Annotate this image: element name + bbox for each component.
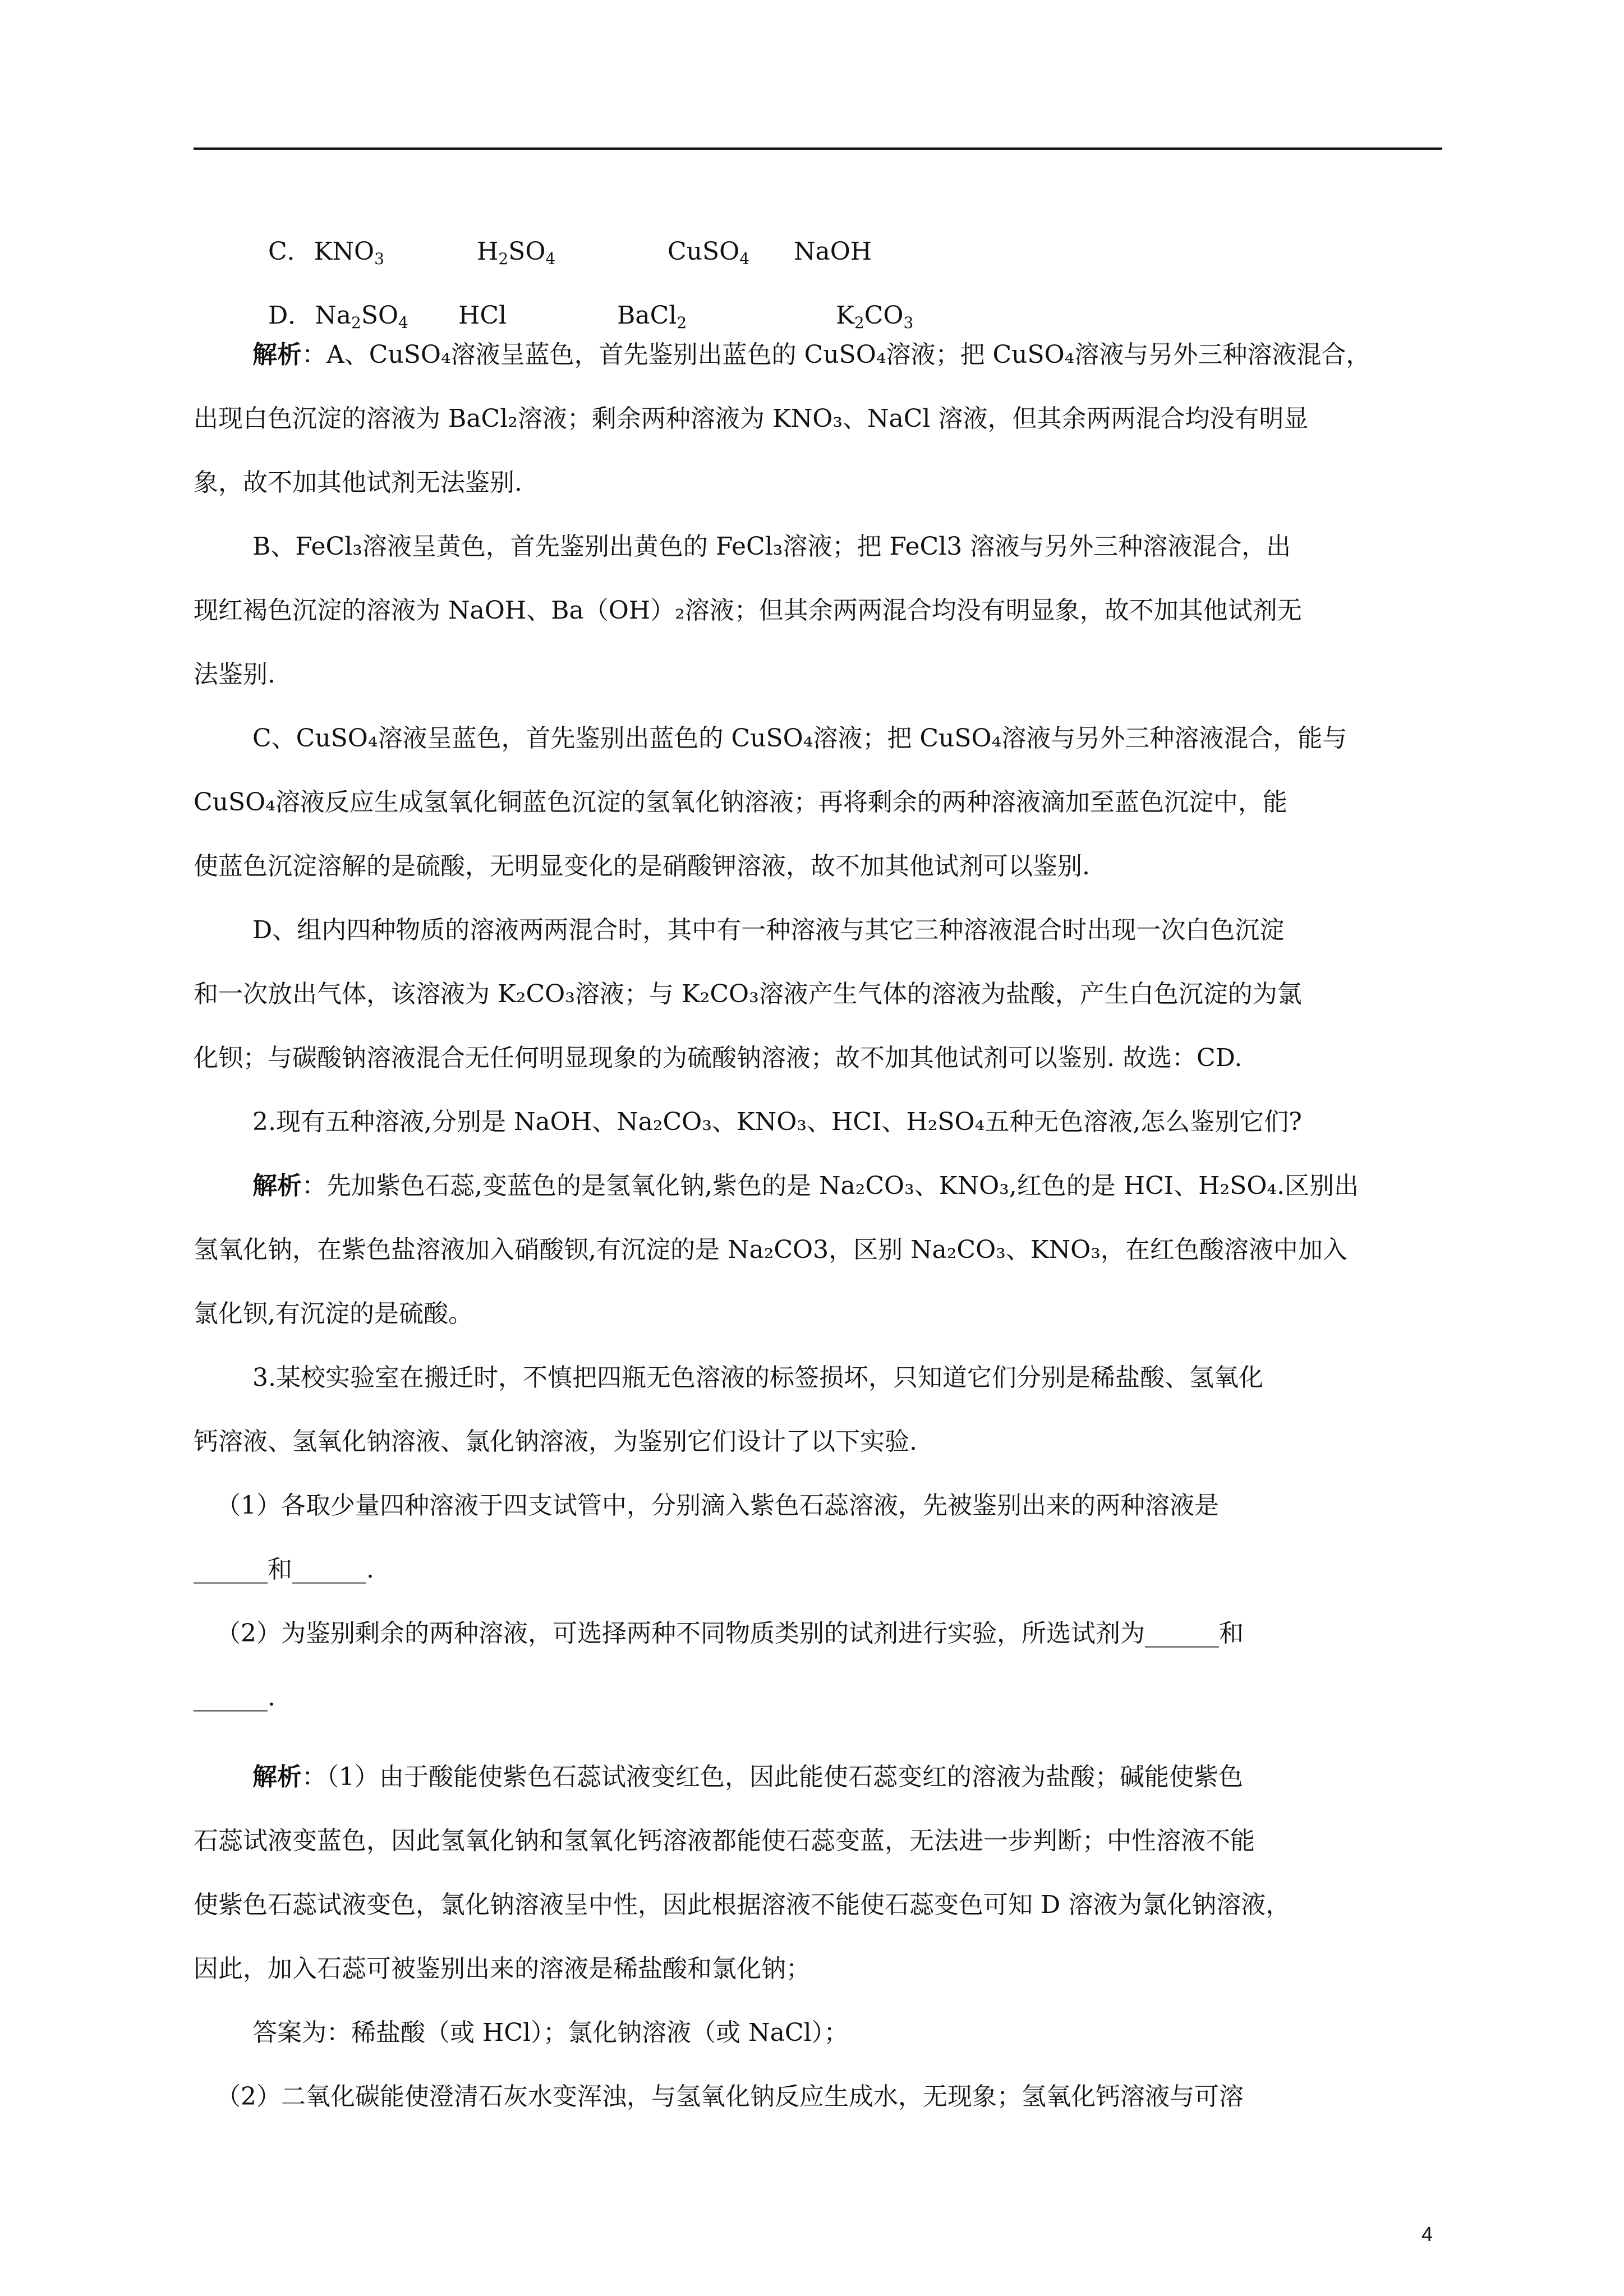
q3-analysis-line2: 石蕊试液变蓝色，因此氢氧化钠和氢氧化钙溶液都能使石蕊变蓝，无法进一步判断；中性溶液不能 (194, 1827, 1255, 1855)
q3-answer: 答案为：稀盐酸（或 HCl）；氯化钠溶液（或 NaCl）； (252, 2018, 849, 2047)
q3-part2-line2: ______. (194, 1683, 275, 1712)
analysis1-b-line1: B、FeCl₃溶液呈黄色，首先鉴别出黄色的 FeCl₃溶液；把 FeCl3 溶液与另外三种溶液混合，出 (252, 532, 1291, 561)
q3-analysis-line1: 解析：（1）由于酸能使紫色石蕊试液变红色，因此能使石蕊变红的溶液为盐酸；碱能使紫色 (252, 1763, 1243, 1791)
analysis1-d-line1: D、组内四种物质的溶液两两混合时，其中有一种溶液与其它三种溶液混合时出现一次白色沉淀 (252, 916, 1285, 944)
q2-analysis-line2: 氢氧化钠，在紫色盐溶液加入硝酸钡,有沉淀的是 Na₂CO3，区别 Na₂CO₃、KNO₃，在红色酸溶液中加入 (194, 1235, 1347, 1264)
question-3-line2: 钙溶液、氢氧化钠溶液、氯化钠溶液，为鉴别它们设计了以下实验. (194, 1427, 917, 1456)
analysis1-b-line3: 法鉴别. (194, 660, 275, 689)
analysis1-c-line2: CuSO₄溶液反应生成氢氧化铜蓝色沉淀的氢氧化钠溶液；再将剩余的两种溶液滴加至蓝色沉淀中，能 (194, 788, 1287, 817)
q3-part1-line2: ______和______. (194, 1555, 374, 1584)
analysis-heading: 解析 (252, 1172, 302, 1200)
q3-analysis-part2: （2）二氧化碳能使澄清石灰水变浑浊，与氢氧化钠反应生成水，无现象；氢氧化钙溶液与可溶 (216, 2082, 1244, 2111)
q3-analysis-line3: 使紫色石蕊试液变色，氯化钠溶液呈中性，因此根据溶液不能使石蕊变色可知 D 溶液为氯化钠溶液， (194, 1891, 1291, 1919)
analysis1-line1: 解析：A、CuSO₄溶液呈蓝色，首先鉴别出蓝色的 CuSO₄溶液；把 CuSO₄溶液与另外三种溶液混合， (252, 340, 1371, 369)
option-c: C．$KNO_3$ $H_2SO_4$ CuSO$_4$ NaOH (268, 237, 872, 268)
option-c-label: C． (268, 237, 312, 266)
q3-part2-line1: （2）为鉴别剩余的两种溶液，可选择两种不同物质类别的试剂进行实验，所选试剂为______和 (216, 1619, 1244, 1648)
q3-analysis-line4: 因此，加入石蕊可被鉴别出来的溶液是稀盐酸和氯化钠； (194, 1954, 811, 1983)
option-d-label: D． (268, 301, 313, 330)
option-d: D．$Na_2SO_4$ HCl BaCl$_2$ $K_2CO_3$ (268, 301, 914, 332)
analysis1-c-line3: 使蓝色沉淀溶解的是硫酸，无明显变化的是硝酸钾溶液，故不加其他试剂可以鉴别. (194, 852, 1090, 880)
page-number: 4 (1421, 2223, 1433, 2246)
analysis-heading: 解析 (252, 1763, 302, 1791)
analysis1-b-line2: 现红褐色沉淀的溶液为 NaOH、Ba（OH）₂溶液；但其余两两混合均没有明显象，故不加其他试剂无 (194, 596, 1302, 625)
analysis-heading: 解析 (252, 340, 302, 369)
question-2: 2.现有五种溶液,分别是 NaOH、Na₂CO₃、KNO₃、HCI、H₂SO₄五种无色溶液,怎么鉴别它们? (252, 1108, 1302, 1136)
analysis1-line3: 象，故不加其他试剂无法鉴别. (194, 468, 522, 497)
analysis1-d-line2: 和一次放出气体，该溶液为 K₂CO₃溶液；与 K₂CO₃溶液产生气体的溶液为盐酸，产生白色沉淀的为氯 (194, 980, 1302, 1008)
q2-analysis-line1: 解析：先加紫色石蕊,变蓝色的是氢氧化钠,紫色的是 Na₂CO₃、KNO₃,红色的是 HCI、H₂SO₄.区别出 (252, 1172, 1359, 1200)
analysis1-d-line3: 化钡；与碳酸钠溶液混合无任何明显现象的为硫酸钠溶液；故不加其他试剂可以鉴别. 故选：CD. (194, 1044, 1243, 1072)
question-3-line1: 3.某校实验室在搬迁时，不慎把四瓶无色溶液的标签损坏，只知道它们分别是稀盐酸、氢氧化 (252, 1363, 1263, 1392)
header-rule (194, 147, 1442, 150)
analysis1-line2: 出现白色沉淀的溶液为 BaCl₂溶液；剩余两种溶液为 KNO₃、NaCl 溶液，但其余两两混合均没有明显 (194, 404, 1309, 433)
analysis1-c-line1: C、CuSO₄溶液呈蓝色，首先鉴别出蓝色的 CuSO₄溶液；把 CuSO₄溶液与另外三种溶液混合，能与 (252, 724, 1347, 753)
q3-part1-line1: （1）各取少量四种溶液于四支试管中，分别滴入紫色石蕊溶液，先被鉴别出来的两种溶液是 (216, 1491, 1219, 1520)
q2-analysis-line3: 氯化钡,有沉淀的是硫酸。 (194, 1299, 473, 1328)
